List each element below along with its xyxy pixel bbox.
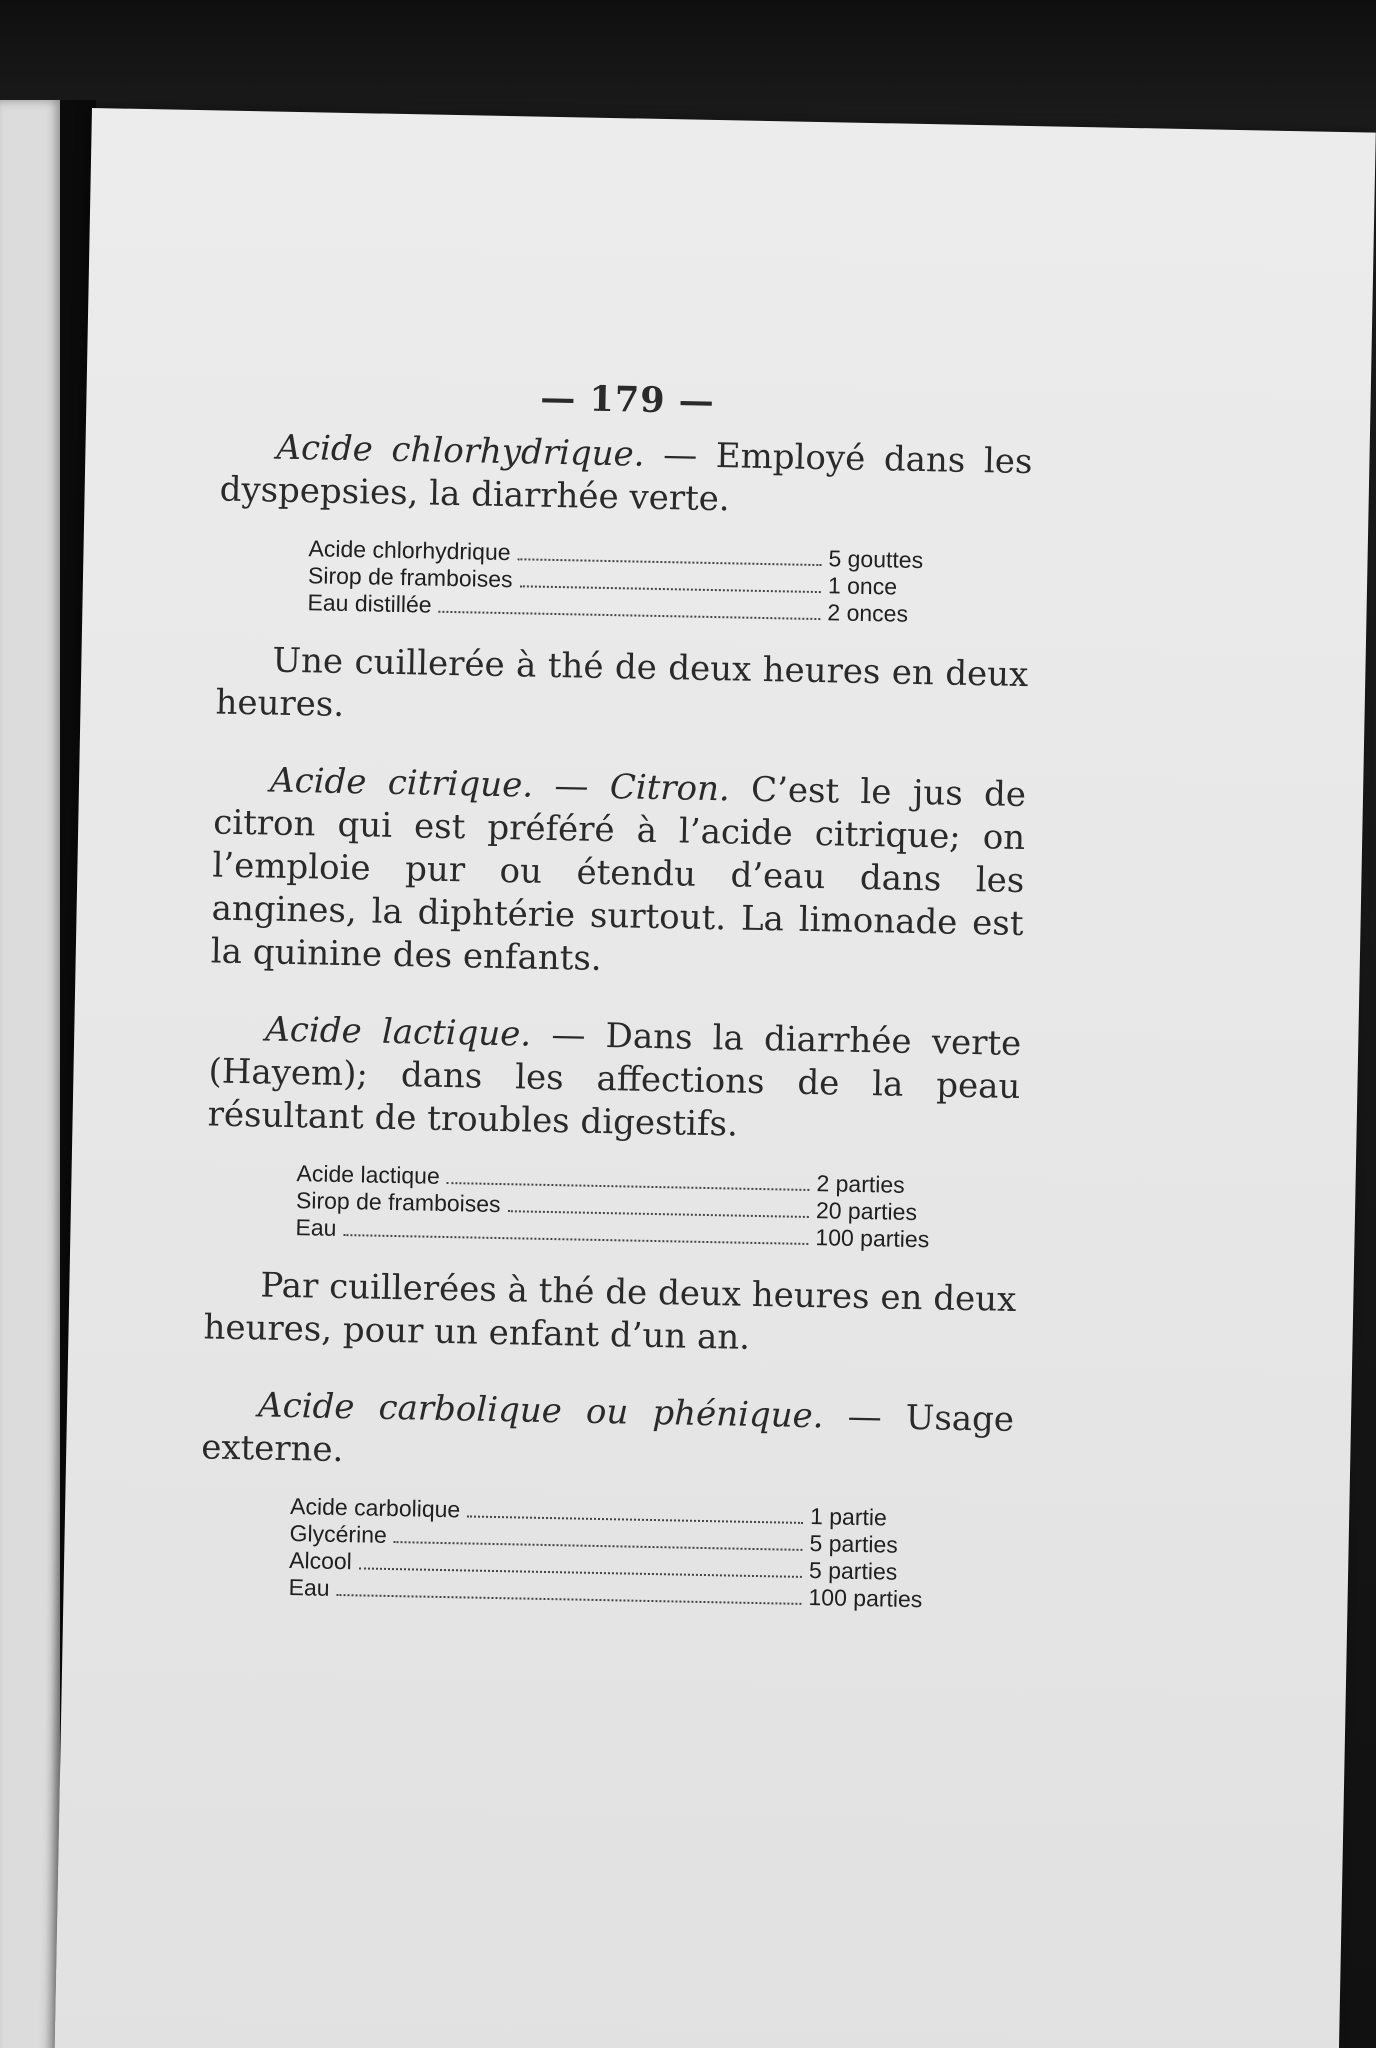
recipe-item: Acide chlorhydrique: [308, 535, 511, 566]
recipe-table-2: [295, 1160, 936, 1253]
recipe-qty: 5 gouttes: [828, 545, 924, 574]
recipe-item: Acide carbolique: [289, 1493, 461, 1523]
recipe-qty: 5 parties: [808, 1557, 898, 1585]
dot-leader: [438, 610, 820, 620]
entry-text: — Employé dans les dyspepsies, la diarrhée verte.: [219, 434, 1033, 520]
recipe-qty: 100 parties: [808, 1584, 923, 1613]
recipe-qty: 5 parties: [809, 1530, 899, 1558]
recipe-item: Alcool: [288, 1547, 353, 1575]
dot-leader: [447, 1181, 810, 1191]
entry-acide-lactique: [207, 1007, 1021, 1152]
recipe-qty: 100 parties: [815, 1224, 930, 1253]
recipe-qty: 1 partie: [809, 1503, 888, 1531]
page-content: [198, 371, 1034, 1639]
dosage-note-1: Une cuillerée à thé de deux heures en deux heures.: [215, 640, 1029, 725]
dot-leader: [467, 1514, 803, 1523]
recipe-qty: 2 parties: [816, 1170, 905, 1198]
recipe-qty: 2 onces: [827, 599, 909, 627]
page-number: — 179 —: [539, 377, 716, 423]
recipe-qty: 1 once: [827, 572, 898, 600]
entry-heading: Acide lactique.: [264, 1009, 532, 1055]
entry-heading: Acide carbolique ou phénique.: [257, 1385, 824, 1437]
dot-leader: [519, 584, 820, 593]
entry-heading: Acide citrique. — Citron.: [269, 760, 731, 810]
recipe-item: Glycérine: [289, 1520, 388, 1548]
entry-text: C’est le jus de citron qui est préféré à l’acide citrique; on l’emploie pur ou étendu d’eau dans les angines, la diphtérie surtout. La limonade est la quinine des enfants.: [210, 769, 1027, 979]
dot-leader: [517, 557, 821, 566]
recipe-item: Acide lactique: [296, 1160, 441, 1189]
entry-heading: Acide chlorhydrique.: [276, 427, 645, 475]
left-page-edge: [0, 100, 62, 2048]
entry-acide-citrique: [210, 758, 1026, 989]
recipe-table-1: [307, 535, 948, 628]
dot-leader: [336, 1593, 801, 1605]
recipe-qty: 20 parties: [815, 1197, 918, 1226]
recipe-item: Eau distillée: [307, 589, 432, 618]
entry-text: — Usage externe.: [200, 1396, 1015, 1471]
dot-leader: [507, 1209, 808, 1218]
recipe-item: Sirop de framboises: [295, 1187, 501, 1218]
entry-text: — Dans la diarrhée verte (Hayem); dans les affections de la peau résultant de troubles digestifs.: [207, 1014, 1022, 1145]
recipe-item: Eau: [288, 1574, 330, 1601]
recipe-item: Sirop de framboises: [307, 562, 513, 593]
dosage-note-2: Par cuillerées à thé de deux heures en deux heures, pour un enfant d’un an.: [203, 1265, 1017, 1358]
book-page: [54, 108, 1375, 2048]
recipe-item: Eau: [295, 1214, 337, 1241]
entry-acide-carbolique: [201, 1383, 1015, 1485]
dot-leader: [343, 1233, 808, 1245]
entry-acide-chlorhydrique: [219, 426, 1033, 528]
recipe-table-3: [288, 1493, 930, 1613]
